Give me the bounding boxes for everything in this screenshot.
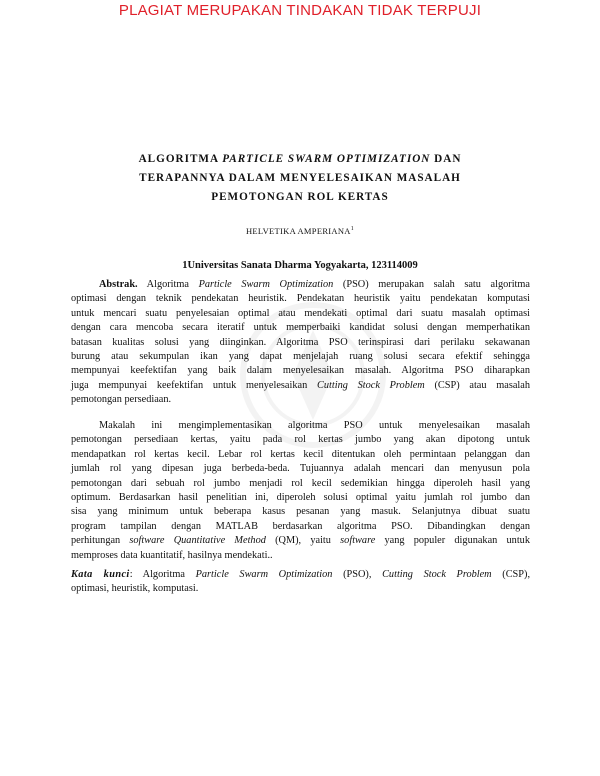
affiliation: 1Universitas Sanata Dharma Yogyakarta, 123114009	[182, 260, 418, 271]
keywords-line: optimasi, heuristik, komputasi.	[71, 583, 199, 595]
body-line: perhitungan software Quantitative Method (QM), yaitu software yang populer digunakan untuk	[71, 535, 530, 547]
keywords-line: Kata kunci: Algoritma Particle Swarm Optimization (PSO), Cutting Stock Problem (CSP),	[71, 569, 531, 580]
body-line: pemotongan persediaan kertas, yaitu pada rol kertas jumbo yang akan dipotong untuk	[71, 434, 530, 446]
abstract-line: untuk mencari suatu penyelesaian optimal atau mendekati optimal dari suatu masalah optimasi	[71, 307, 530, 319]
author-name: HELVETIKA AMPERIANA$^1$	[245, 226, 355, 236]
plagiarism-banner: PLAGIAT MERUPAKAN TINDAKAN TIDAK TERPUJI	[118, 2, 482, 19]
body-line: sisa yang minimum untuk beberapa kasus pesanan yang masuk. Selanjutnya dibuat suatu	[71, 506, 530, 518]
abstract-line: pemotongan persediaan.	[71, 394, 172, 406]
title-line-3: PEMOTONGAN ROL KERTAS	[211, 191, 389, 203]
abstract-line: burung atau sekumpulan ikan yang dapat menjelajah ruang solusi secara efektif sehingga	[71, 351, 530, 363]
body-line: program tampilan dengan MATLAB berdasarkan algoritma PSO. Dibandingkan dengan	[71, 520, 530, 532]
body-line: mendapatkan rol kertas kecil. Lebar rol kertas kecil ditentukan oleh permintaan pelanggan dan	[71, 448, 530, 460]
paper-title	[60, 150, 540, 207]
abstract-line: Abstrak. Algoritma Particle Swarm Optimization (PSO) merupakan salah satu algoritma	[99, 279, 530, 290]
abstract-line: dengan cara mencoba secara iteratif untuk memperbaiki kandidat solusi dengan memperhatikan	[71, 322, 530, 334]
body-line: memproses data kuantitatif, hasilnya mendekati..	[71, 549, 273, 561]
title-line-1: ALGORITMA PARTICLE SWARM OPTIMIZATION DAN	[138, 153, 462, 165]
abstract-line: optimasi dengan teknik pendekatan heuristik. Pendekatan heuristik yaitu pendekatan komputasi	[71, 293, 530, 305]
abstract-line: batasan kualitas solusi yang diinginkan. Algoritma PSO terinspirasi dari perilaku sekawanan	[71, 336, 530, 348]
body-line: optimum. Berdasarkan hasil penelitian ini, diperoleh solusi optimal yaitu jumlah rol jumbo dan	[71, 492, 530, 504]
body-paragraph	[71, 419, 530, 563]
abstract-label: Abstrak.	[99, 279, 138, 290]
abstract-line: mempunyai keefektifan yang baik dalam menyelesaikan masalah. Algoritma PSO diharapkan	[71, 365, 530, 377]
body-line: jumlah rol yang dipesan juga berbeda-beda. Tujuannya adalah mencari dan menyusun pola	[71, 463, 530, 475]
body-line: Makalah ini mengimplementasikan algoritma PSO untuk menyelesaikan masalah	[99, 420, 530, 431]
abstract-paragraph	[71, 278, 530, 408]
title-line-2: TERAPANNYA DALAM MENYELESAIKAN MASALAH	[139, 172, 461, 184]
keywords-paragraph	[71, 568, 530, 597]
keywords-label: Kata kunci	[71, 569, 130, 580]
abstract-line: juga mempunyai keefektifan untuk menyelesaikan Cutting Stock Problem (CSP) atau masalah	[71, 379, 530, 391]
body-line: pemotongan dari sebuah rol jumbo menjadi rol kecil sedemikian hingga diperoleh hasil yang	[71, 477, 530, 489]
